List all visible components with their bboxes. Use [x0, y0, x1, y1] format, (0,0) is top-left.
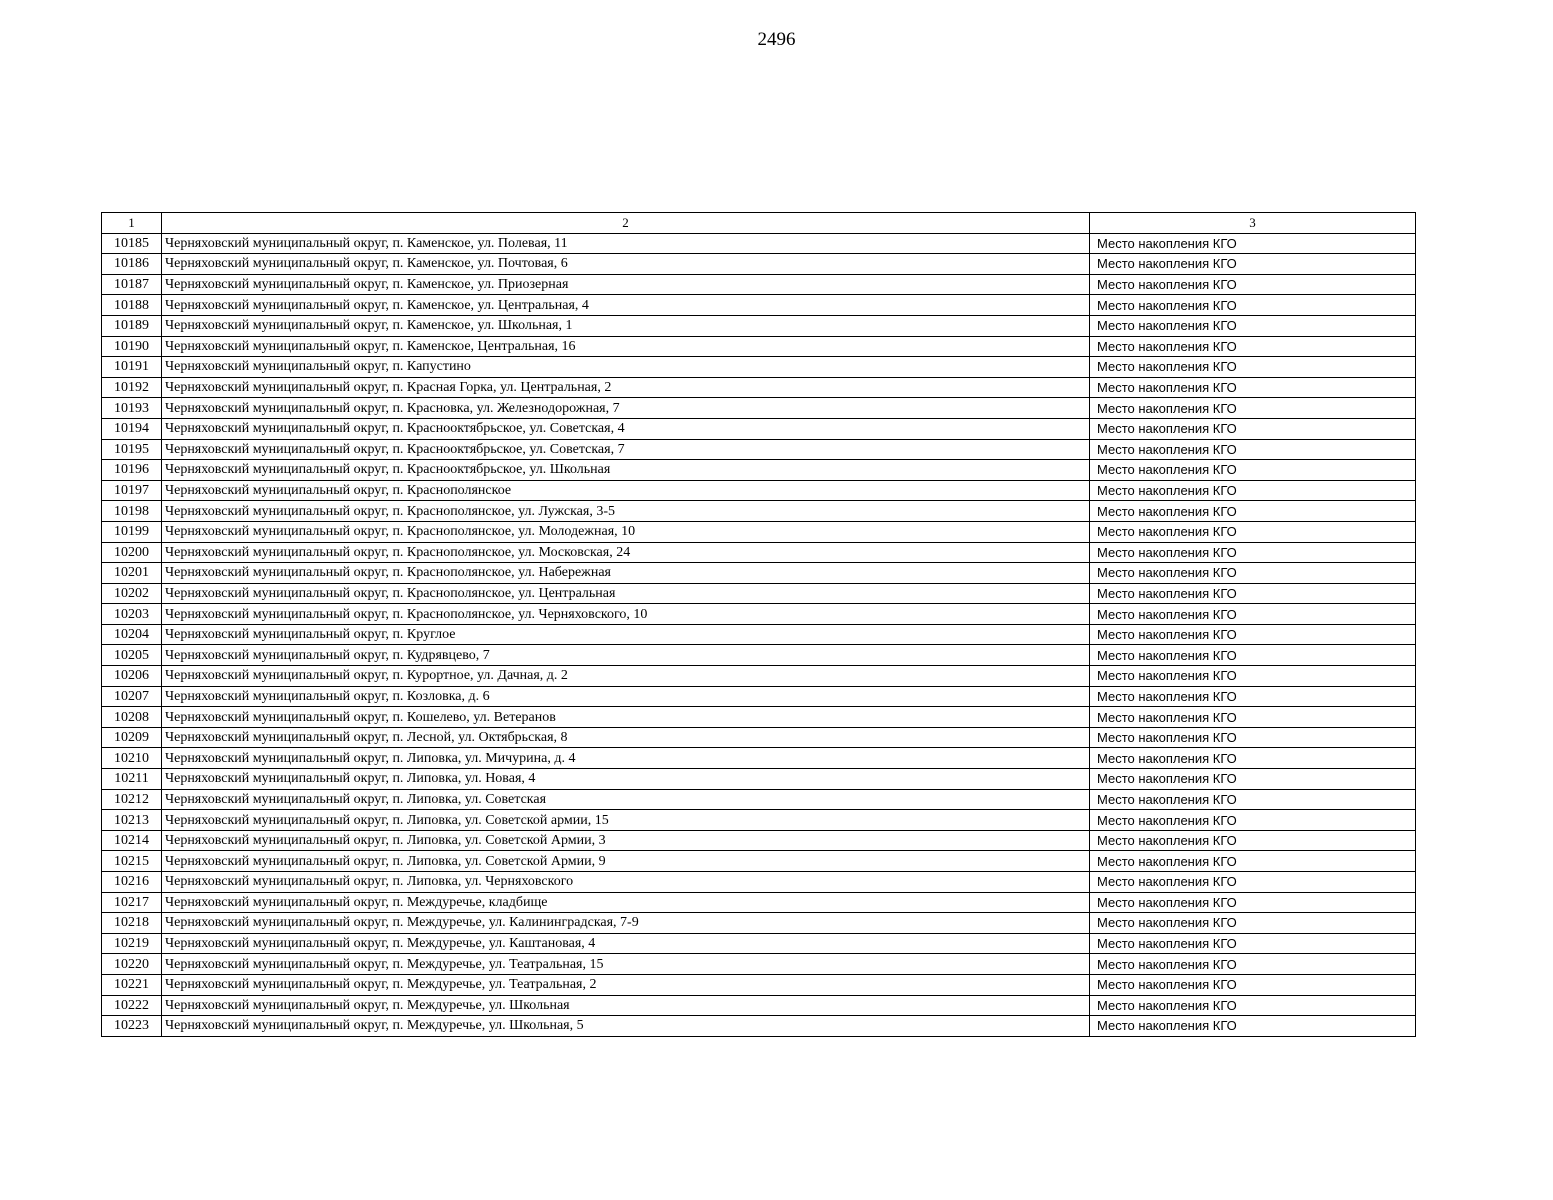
address-cell: Черняховский муниципальный округ, п. Междуречье, ул. Школьная, 5 — [162, 1016, 1090, 1037]
table-row — [102, 645, 1416, 666]
table-row — [102, 604, 1416, 625]
page-number: 2496 — [757, 29, 796, 50]
address-cell: Черняховский муниципальный округ, п. Кошелево, ул. Ветеранов — [162, 707, 1090, 728]
site-type-cell: Место накопления КГО — [1090, 563, 1416, 584]
address-cell: Черняховский муниципальный округ, п. Липовка, ул. Советской Армии, 3 — [162, 830, 1090, 851]
site-type-cell: Место накопления КГО — [1090, 872, 1416, 893]
address-cell: Черняховский муниципальный округ, п. Круглое — [162, 624, 1090, 645]
site-type-cell: Место накопления КГО — [1090, 418, 1416, 439]
address-cell: Черняховский муниципальный округ, п. Липовка, ул. Новая, 4 — [162, 769, 1090, 790]
table-row — [102, 563, 1416, 584]
table-row — [102, 686, 1416, 707]
address-cell: Черняховский муниципальный округ, п. Краснооктябрьское, ул. Школьная — [162, 460, 1090, 481]
row-number-cell: 10188 — [102, 295, 162, 316]
row-number-cell: 10217 — [102, 892, 162, 913]
row-number-cell: 10192 — [102, 377, 162, 398]
address-cell: Черняховский муниципальный округ, п. Липовка, ул. Черняховского — [162, 872, 1090, 893]
row-number-cell: 10195 — [102, 439, 162, 460]
row-number-cell: 10200 — [102, 542, 162, 563]
row-number-cell: 10196 — [102, 460, 162, 481]
site-type-cell: Место накопления КГО — [1090, 480, 1416, 501]
address-cell: Черняховский муниципальный округ, п. Междуречье, ул. Калининградская, 7-9 — [162, 913, 1090, 934]
address-cell: Черняховский муниципальный округ, п. Каменское, ул. Полевая, 11 — [162, 233, 1090, 254]
site-type-cell: Место накопления КГО — [1090, 315, 1416, 336]
row-number-cell: 10216 — [102, 872, 162, 893]
table-row — [102, 439, 1416, 460]
row-number-cell: 10221 — [102, 974, 162, 995]
site-type-cell: Место накопления КГО — [1090, 789, 1416, 810]
address-cell: Черняховский муниципальный округ, п. Краснополянское, ул. Черняховского, 10 — [162, 604, 1090, 625]
address-cell: Черняховский муниципальный округ, п. Междуречье, ул. Школьная — [162, 995, 1090, 1016]
site-type-cell: Место накопления КГО — [1090, 645, 1416, 666]
site-type-cell: Место накопления КГО — [1090, 933, 1416, 954]
table-body — [102, 213, 1416, 1037]
table-row — [102, 851, 1416, 872]
row-number-cell: 10198 — [102, 501, 162, 522]
site-type-cell: Место накопления КГО — [1090, 974, 1416, 995]
address-cell: Черняховский муниципальный округ, п. Краснополянское, ул. Московская, 24 — [162, 542, 1090, 563]
table-row — [102, 892, 1416, 913]
row-number-cell: 10218 — [102, 913, 162, 934]
row-number-cell: 10191 — [102, 357, 162, 378]
row-number-cell: 10194 — [102, 418, 162, 439]
row-number-cell: 10199 — [102, 521, 162, 542]
address-cell: Черняховский муниципальный округ, п. Красная Горка, ул. Центральная, 2 — [162, 377, 1090, 398]
table-row — [102, 336, 1416, 357]
address-cell: Черняховский муниципальный округ, п. Каменское, ул. Почтовая, 6 — [162, 254, 1090, 275]
table-row — [102, 583, 1416, 604]
address-cell: Черняховский муниципальный округ, п. Капустино — [162, 357, 1090, 378]
row-number-cell: 10222 — [102, 995, 162, 1016]
table-row — [102, 872, 1416, 893]
site-type-cell: Место накопления КГО — [1090, 707, 1416, 728]
address-cell: Черняховский муниципальный округ, п. Козловка, д. 6 — [162, 686, 1090, 707]
table-row — [102, 954, 1416, 975]
row-number-cell: 10197 — [102, 480, 162, 501]
address-cell: Черняховский муниципальный округ, п. Междуречье, ул. Театральная, 2 — [162, 974, 1090, 995]
row-number-cell: 10201 — [102, 563, 162, 584]
table-row — [102, 995, 1416, 1016]
table-row — [102, 707, 1416, 728]
site-type-cell: Место накопления КГО — [1090, 274, 1416, 295]
table-row — [102, 769, 1416, 790]
table-row — [102, 830, 1416, 851]
table-row — [102, 315, 1416, 336]
site-type-cell: Место накопления КГО — [1090, 769, 1416, 790]
site-type-cell: Место накопления КГО — [1090, 501, 1416, 522]
table-row — [102, 398, 1416, 419]
table-row — [102, 460, 1416, 481]
row-number-cell: 10215 — [102, 851, 162, 872]
row-number-cell: 10203 — [102, 604, 162, 625]
address-cell: Черняховский муниципальный округ, п. Липовка, ул. Мичурина, д. 4 — [162, 748, 1090, 769]
table-row — [102, 933, 1416, 954]
address-cell: Черняховский муниципальный округ, п. Липовка, ул. Советской армии, 15 — [162, 810, 1090, 831]
site-type-cell: Место накопления КГО — [1090, 1016, 1416, 1037]
row-number-cell: 10204 — [102, 624, 162, 645]
address-cell: Черняховский муниципальный округ, п. Краснополянское, ул. Набережная — [162, 563, 1090, 584]
address-cell: Черняховский муниципальный округ, п. Липовка, ул. Советской Армии, 9 — [162, 851, 1090, 872]
table-row — [102, 810, 1416, 831]
header-cell-3: 3 — [1090, 213, 1416, 234]
address-cell: Черняховский муниципальный округ, п. Краснополянское — [162, 480, 1090, 501]
row-number-cell: 10208 — [102, 707, 162, 728]
site-type-cell: Место накопления КГО — [1090, 336, 1416, 357]
site-type-cell: Место накопления КГО — [1090, 542, 1416, 563]
site-type-cell: Место накопления КГО — [1090, 604, 1416, 625]
site-type-cell: Место накопления КГО — [1090, 233, 1416, 254]
table-row — [102, 501, 1416, 522]
row-number-cell: 10223 — [102, 1016, 162, 1037]
row-number-cell: 10187 — [102, 274, 162, 295]
address-cell: Черняховский муниципальный округ, п. Междуречье, ул. Театральная, 15 — [162, 954, 1090, 975]
site-type-cell: Место накопления КГО — [1090, 666, 1416, 687]
address-cell: Черняховский муниципальный округ, п. Каменское, ул. Школьная, 1 — [162, 315, 1090, 336]
address-cell: Черняховский муниципальный округ, п. Краснополянское, ул. Молодежная, 10 — [162, 521, 1090, 542]
table-row — [102, 357, 1416, 378]
site-type-cell: Место накопления КГО — [1090, 398, 1416, 419]
row-number-cell: 10202 — [102, 583, 162, 604]
site-type-cell: Место накопления КГО — [1090, 521, 1416, 542]
site-type-cell: Место накопления КГО — [1090, 727, 1416, 748]
site-type-cell: Место накопления КГО — [1090, 810, 1416, 831]
address-cell: Черняховский муниципальный округ, п. Лесной, ул. Октябрьская, 8 — [162, 727, 1090, 748]
row-number-cell: 10193 — [102, 398, 162, 419]
row-number-cell: 10214 — [102, 830, 162, 851]
row-number-cell: 10209 — [102, 727, 162, 748]
table-row — [102, 974, 1416, 995]
address-cell: Черняховский муниципальный округ, п. Краснооктябрьское, ул. Советская, 4 — [162, 418, 1090, 439]
row-number-cell: 10206 — [102, 666, 162, 687]
site-type-cell: Место накопления КГО — [1090, 748, 1416, 769]
address-cell: Черняховский муниципальный округ, п. Липовка, ул. Советская — [162, 789, 1090, 810]
address-cell: Черняховский муниципальный округ, п. Междуречье, ул. Каштановая, 4 — [162, 933, 1090, 954]
site-type-cell: Место накопления КГО — [1090, 583, 1416, 604]
table-row — [102, 789, 1416, 810]
row-number-cell: 10207 — [102, 686, 162, 707]
site-type-cell: Место накопления КГО — [1090, 995, 1416, 1016]
address-cell: Черняховский муниципальный округ, п. Краснооктябрьское, ул. Советская, 7 — [162, 439, 1090, 460]
header-cell-2: 2 — [162, 213, 1090, 234]
table-row — [102, 377, 1416, 398]
row-number-cell: 10213 — [102, 810, 162, 831]
site-type-cell: Место накопления КГО — [1090, 830, 1416, 851]
row-number-cell: 10211 — [102, 769, 162, 790]
address-cell: Черняховский муниципальный округ, п. Кудрявцево, 7 — [162, 645, 1090, 666]
site-type-cell: Место накопления КГО — [1090, 460, 1416, 481]
table-row — [102, 624, 1416, 645]
row-number-cell: 10205 — [102, 645, 162, 666]
table-row — [102, 748, 1416, 769]
table-row — [102, 727, 1416, 748]
address-cell: Черняховский муниципальный округ, п. Каменское, ул. Центральная, 4 — [162, 295, 1090, 316]
address-cell: Черняховский муниципальный округ, п. Курортное, ул. Дачная, д. 2 — [162, 666, 1090, 687]
header-cell-1: 1 — [102, 213, 162, 234]
address-cell: Черняховский муниципальный округ, п. Каменское, ул. Приозерная — [162, 274, 1090, 295]
row-number-cell: 10219 — [102, 933, 162, 954]
address-cell: Черняховский муниципальный округ, п. Красновка, ул. Железнодорожная, 7 — [162, 398, 1090, 419]
site-type-cell: Место накопления КГО — [1090, 295, 1416, 316]
row-number-cell: 10189 — [102, 315, 162, 336]
site-type-cell: Место накопления КГО — [1090, 851, 1416, 872]
row-number-cell: 10190 — [102, 336, 162, 357]
address-cell: Черняховский муниципальный округ, п. Междуречье, кладбище — [162, 892, 1090, 913]
site-type-cell: Место накопления КГО — [1090, 624, 1416, 645]
site-type-cell: Место накопления КГО — [1090, 954, 1416, 975]
row-number-cell: 10185 — [102, 233, 162, 254]
table-row — [102, 295, 1416, 316]
table-row — [102, 913, 1416, 934]
table-header-row — [102, 213, 1416, 234]
row-number-cell: 10220 — [102, 954, 162, 975]
site-type-cell: Место накопления КГО — [1090, 686, 1416, 707]
table-row — [102, 1016, 1416, 1037]
table-row — [102, 480, 1416, 501]
address-cell: Черняховский муниципальный округ, п. Краснополянское, ул. Лужская, 3-5 — [162, 501, 1090, 522]
site-type-cell: Место накопления КГО — [1090, 357, 1416, 378]
table-row — [102, 274, 1416, 295]
site-type-cell: Место накопления КГО — [1090, 377, 1416, 398]
table-row — [102, 233, 1416, 254]
site-type-cell: Место накопления КГО — [1090, 439, 1416, 460]
table-row — [102, 254, 1416, 275]
row-number-cell: 10212 — [102, 789, 162, 810]
site-type-cell: Место накопления КГО — [1090, 892, 1416, 913]
row-number-cell: 10186 — [102, 254, 162, 275]
site-type-cell: Место накопления КГО — [1090, 254, 1416, 275]
address-table — [101, 212, 1416, 1037]
table-row — [102, 521, 1416, 542]
site-type-cell: Место накопления КГО — [1090, 913, 1416, 934]
table-row — [102, 418, 1416, 439]
address-cell: Черняховский муниципальный округ, п. Краснополянское, ул. Центральная — [162, 583, 1090, 604]
table-row — [102, 542, 1416, 563]
table-row — [102, 666, 1416, 687]
row-number-cell: 10210 — [102, 748, 162, 769]
address-cell: Черняховский муниципальный округ, п. Каменское, Центральная, 16 — [162, 336, 1090, 357]
